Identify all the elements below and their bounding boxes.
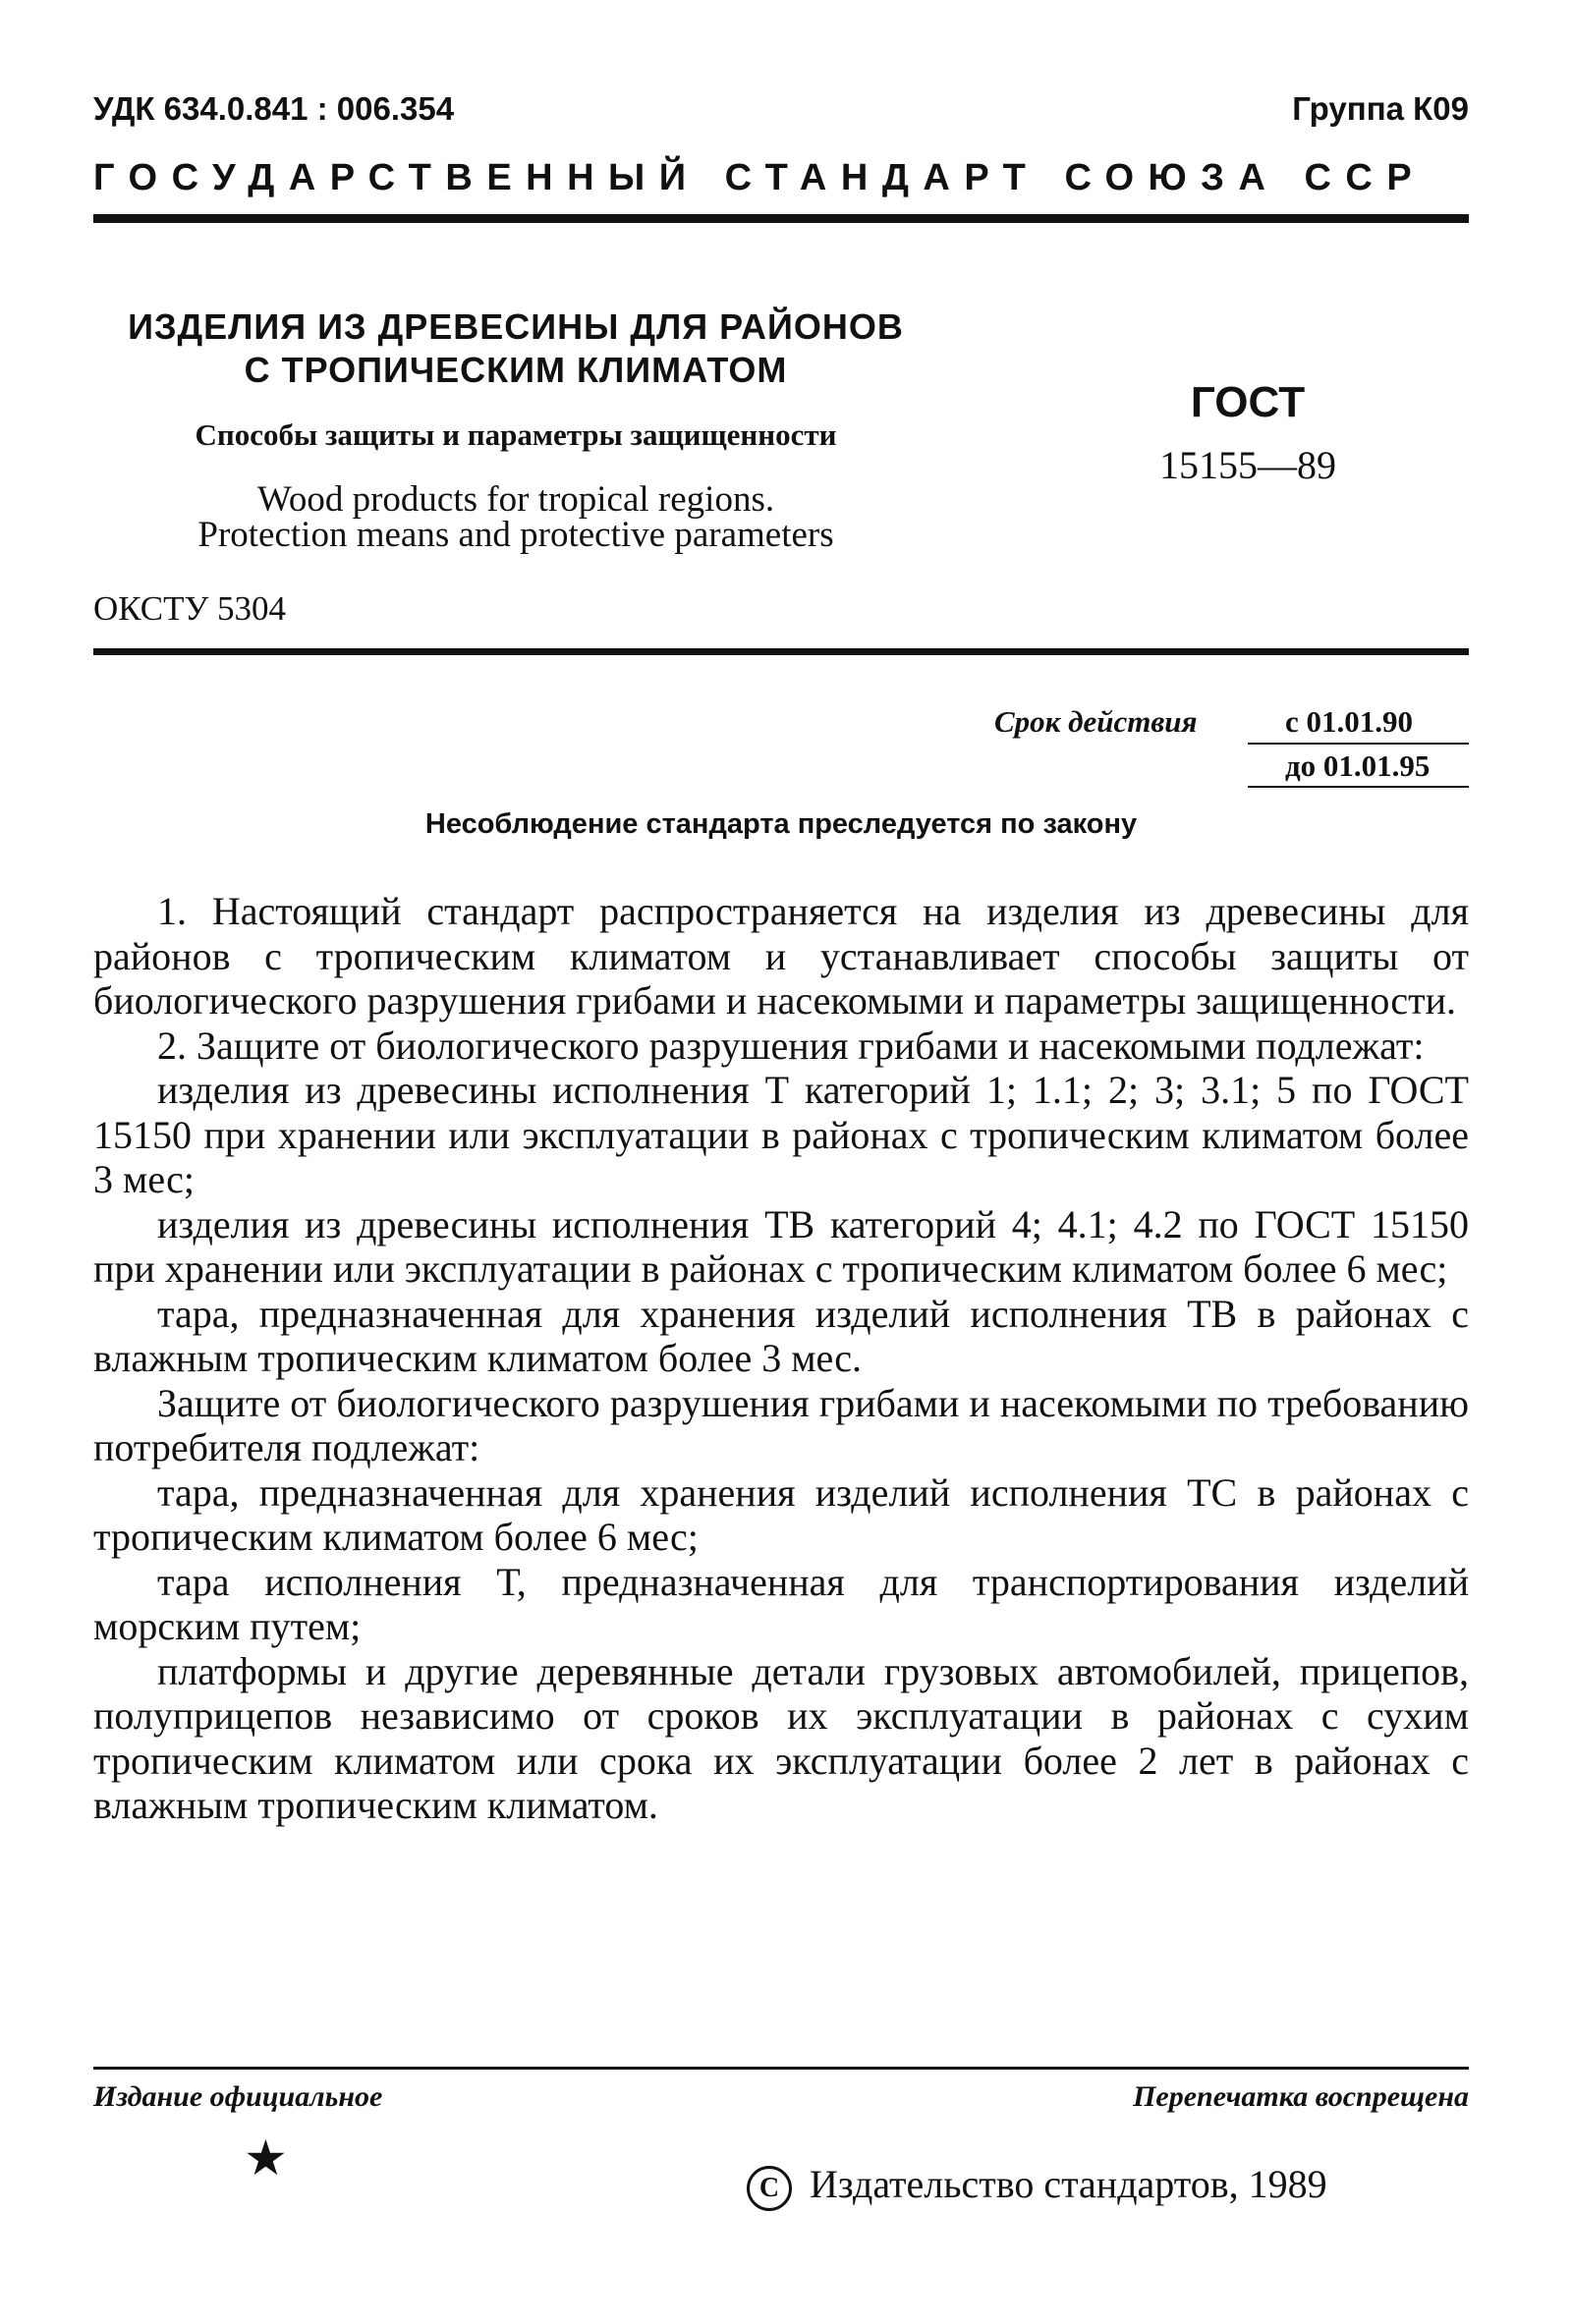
validity-to: до 01.01.95 (1285, 748, 1431, 783)
validity-label: Срок действия (994, 704, 1198, 739)
title-rule (93, 648, 1469, 655)
copyright-icon: C (747, 2166, 792, 2211)
clause-2-optional: Защите от биологического разрушения грибами и насекомыми по требованию потребителя подлежат: (93, 1380, 1469, 1469)
okstu-code: ОКСТУ 5304 (93, 589, 287, 628)
reprint-prohibited: Перепечатка воспрещена (1133, 2080, 1469, 2113)
footer-rule (93, 2067, 1469, 2070)
group-code: Группа К09 (1292, 90, 1469, 127)
title-line-1: ИЗДЕЛИЯ ИЗ ДРЕВЕСИНЫ ДЛЯ РАЙОНОВ (128, 306, 904, 347)
english-title-line-2: Protection means and protective parameters (197, 515, 834, 555)
header-rule (93, 214, 1469, 223)
title-line-2: С ТРОПИЧЕСКИМ КЛИМАТОМ (244, 350, 788, 390)
standard-body (93, 889, 1469, 1828)
clause-2-optional-item: тара, предназначенная для хранения изделий исполнения ТС в районах с тропическим климатом более 6 мес; (93, 1469, 1469, 1559)
validity-to-underline (1248, 786, 1469, 788)
title-subtitle: Способы защиты и параметры защищенности (195, 417, 837, 452)
star-icon: ★ (244, 2130, 288, 2186)
gost-number: 15155—89 (1159, 443, 1336, 487)
state-standard-heading: ГОСУДАРСТВЕННЫЙ СТАНДАРТ СОЮЗА ССР (93, 157, 1427, 198)
english-title-line-1: Wood products for tropical regions. (256, 479, 775, 520)
clause-2-optional-item: платформы и другие деревянные детали грузовых автомобилей, прицепов, полуприцепов независимо от сроков их эксплуатации в районах с сухим тропическим климатом или срока их эксплуатации более 2 лет в районах с влажным тропическим климатом. (93, 1648, 1469, 1827)
clause-2-item: изделия из древесины исполнения Т категорий 1; 1.1; 2; 3; 3.1; 5 по ГОСТ 15150 при хранении или эксплуатации в районах с тропическим климатом более 3 мес; (93, 1068, 1469, 1201)
copyright-line (747, 2161, 1327, 2211)
clause-2-item: тара, предназначенная для хранения изделий исполнения ТВ в районах с влажным тропическим климатом более 3 мес. (93, 1291, 1469, 1380)
udk-code: УДК 634.0.841 : 006.354 (93, 90, 455, 127)
clause-2: 2. Защите от биологического разрушения грибами и насекомыми подлежат: (157, 1023, 1425, 1068)
clause-2-item: изделия из древесины исполнения ТВ категорий 4; 4.1; 4.2 по ГОСТ 15150 при хранении или эксплуатации в районах с тропическим климатом более 6 мес; (93, 1201, 1469, 1291)
official-edition: Издание официальное (93, 2080, 383, 2113)
gost-label: ГОСТ (1190, 378, 1306, 426)
validity-from-underline (1248, 743, 1469, 745)
clause-2-optional-item: тара исполнения Т, предназначенная для транспортирования изделий морским путем; (93, 1559, 1469, 1648)
publisher: Издательство стандартов, 1989 (810, 2162, 1327, 2206)
validity-from: с 01.01.90 (1285, 704, 1414, 739)
clause-1: 1. Настоящий стандарт распространяется на изделия из древесины для районов с тропическим климатом и устанавливает способы защиты от биологического разрушения грибами и насекомыми и параметры защищенности. (93, 889, 1469, 1023)
law-notice: Несоблюдение стандарта преследуется по закону (424, 808, 1138, 840)
